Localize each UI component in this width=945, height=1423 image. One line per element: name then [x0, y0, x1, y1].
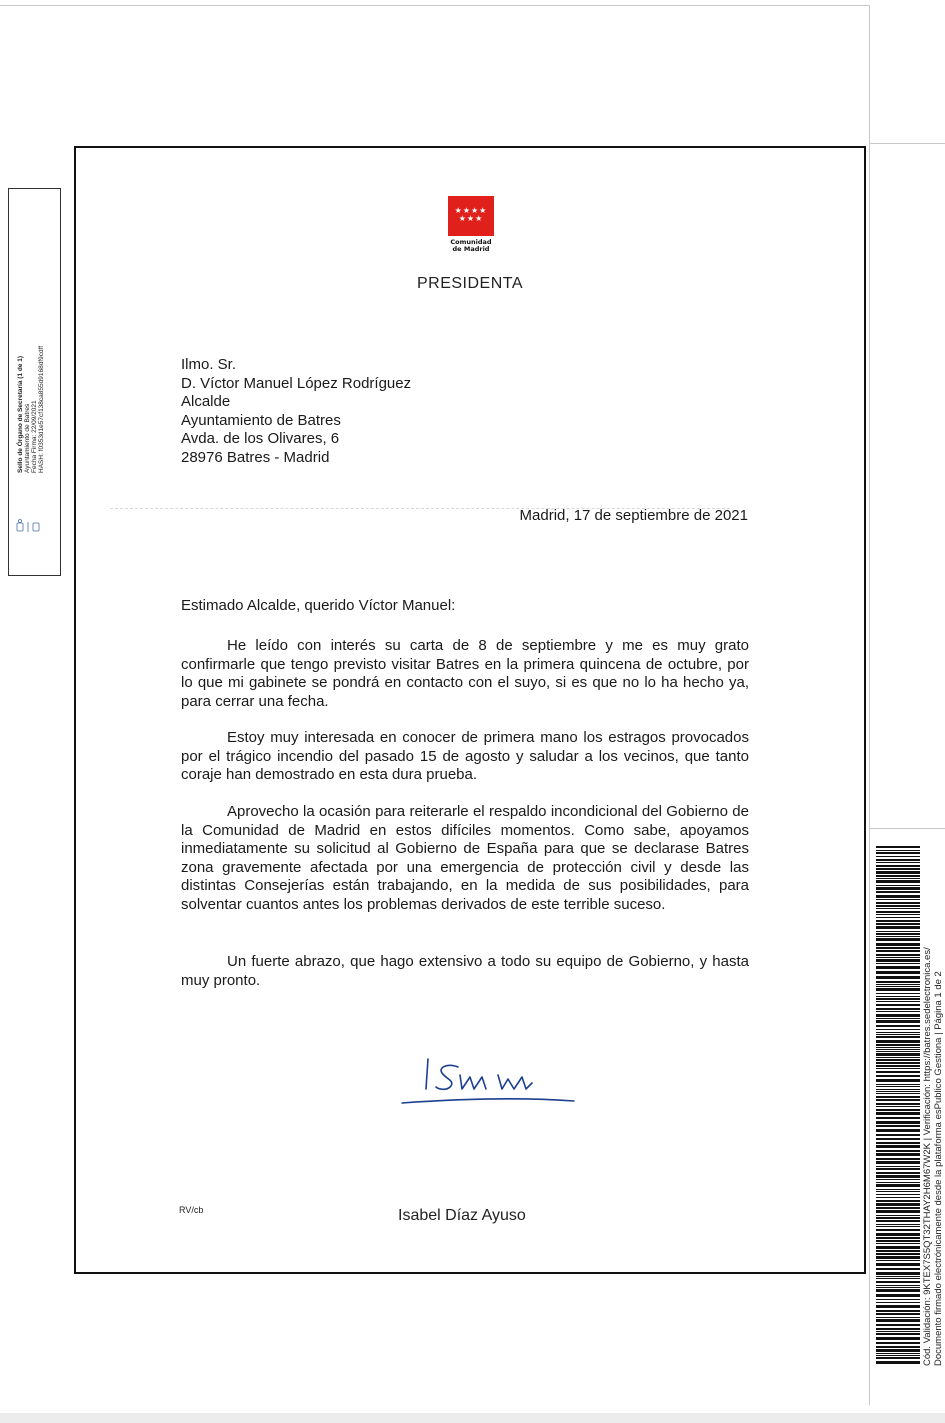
barcode-bar: [876, 1134, 920, 1136]
barcode-bar: [876, 943, 920, 946]
barcode-bar: [876, 1168, 920, 1170]
barcode-bar: [876, 1229, 920, 1231]
barcode-bar: [876, 905, 920, 907]
barcode-bar: [876, 993, 920, 994]
barcode-bar: [876, 1319, 920, 1322]
address-line: D. Víctor Manuel López Rodríguez: [181, 374, 412, 392]
barcode-bar: [876, 971, 920, 974]
barcode-bar: [876, 1191, 920, 1192]
letter-heading: PRESIDENTA: [416, 275, 524, 292]
barcode-bar: [876, 938, 920, 941]
barcode-bar: [876, 1129, 920, 1132]
barcode-bar: [876, 1032, 920, 1033]
barcode-bar: [876, 852, 920, 854]
barcode-bar: [876, 1294, 920, 1297]
barcode-bar: [876, 959, 920, 962]
barcode-bar: [876, 1289, 920, 1292]
barcode-bar: [876, 1285, 920, 1286]
barcode-bar: [876, 957, 920, 958]
comunidad-madrid-logo: [448, 196, 494, 258]
barcode-bar: [876, 1138, 920, 1140]
barcode-bar: [876, 911, 920, 913]
body-paragraph: Estoy muy interesada en conocer de primera mano los estragos provocados por el trágico incendio del pasado 15 de agosto y saludar a los vecinos, que tanto coraje han demostrado en esta dura prueba.: [181, 729, 749, 783]
barcode-bar: [876, 1014, 920, 1017]
barcode-bar: [876, 947, 920, 949]
stamp-sign-date: Fecha Firma: 22/09/2021: [31, 400, 38, 473]
barcode-bar: [876, 1089, 920, 1090]
page-bottom-edge: [0, 1413, 945, 1423]
barcode-bar: [876, 1020, 920, 1023]
handwritten-signature: [398, 1045, 578, 1125]
address-line: Ilmo. Sr.: [181, 356, 237, 373]
barcode-bar: [876, 875, 920, 877]
barcode-bar: [876, 1145, 920, 1148]
barcode-bar: [876, 1299, 920, 1300]
barcode-bar: [876, 891, 920, 893]
verification-text: [922, 947, 944, 1366]
barcode-bar: [876, 1324, 920, 1326]
flag-stars: ★★★★ ★★★: [454, 206, 488, 223]
barcode-bar: [876, 1099, 920, 1101]
barcode-bar: [876, 1079, 920, 1082]
barcode-bar: [876, 1260, 920, 1261]
barcode-bar: [876, 1342, 920, 1344]
barcode-bar: [876, 895, 920, 898]
barcode-bar: [876, 1029, 920, 1030]
barcode-bar: [876, 984, 920, 985]
validation-barcode: [876, 846, 920, 1366]
barcode-bar: [876, 846, 920, 848]
barcode-bar: [876, 1044, 920, 1046]
barcode-bar: [876, 1103, 920, 1105]
barcode-bar: [876, 1224, 920, 1225]
barcode-bar: [876, 936, 920, 937]
barcode-bar: [876, 1075, 920, 1077]
address-line: 28976 Batres - Madrid: [181, 448, 330, 466]
address-line: Avda. de los Olivares, 6: [181, 430, 340, 447]
barcode-bar: [876, 1189, 920, 1190]
barcode-bar: [876, 1049, 920, 1050]
barcode-bar: [876, 902, 920, 904]
barcode-bar: [876, 856, 920, 857]
barcode-bar: [876, 926, 920, 929]
barcode-bar: [876, 998, 920, 1000]
barcode-bar: [876, 1233, 920, 1236]
logo-text-line2: de Madrid: [452, 244, 490, 253]
body-paragraph: Aprovecho la ocasión para reiterarle el respaldo incondicional del Gobierno de la Comunidad de Madrid en estos difíciles momentos. Como sabe, apoyamos inmediatamente su solicitud al Gobierno de España para que se declarase Batres zona gravemente afectada por una emergencia de protección civil y desde las distintas Consejerías están trabajando, en la medida de sus posibilidades, para solventar cuantos antes los problemas derivados de este terrible suceso.: [181, 803, 749, 913]
barcode-bar: [876, 986, 920, 987]
logo-text: [448, 239, 494, 252]
barcode-bar: [876, 1068, 920, 1069]
barcode-bar: [876, 1203, 920, 1206]
stamp-title: Sello de Órgano de Secretaría (1 de 1): [17, 355, 24, 473]
barcode-bar: [876, 1220, 920, 1222]
barcode-bar: [876, 1062, 920, 1064]
barcode-bar: [876, 1226, 920, 1227]
barcode-bar: [876, 850, 920, 851]
barcode-bar: [876, 933, 920, 935]
barcode-bar: [876, 1161, 920, 1164]
barcode-bar: [876, 1008, 920, 1010]
typist-initials: RV/cb: [179, 1205, 204, 1215]
barcode-bar: [876, 868, 920, 870]
verification-code-line: Cód. Validación: 9KTEX7S5QT32THAY2H6M67W2K | Verificación: https://batres.sedelectronica.es/: [922, 947, 933, 1366]
barcode-bar: [876, 1096, 920, 1098]
barcode-bar: [876, 1272, 920, 1275]
barcode-bar: [876, 1302, 920, 1303]
barcode-bar: [876, 1349, 920, 1352]
barcode-bar: [876, 1172, 920, 1174]
barcode-bar: [876, 1125, 920, 1127]
barcode-bar: [876, 1263, 920, 1266]
signer-name: Isabel Díaz Ayuso: [398, 1207, 526, 1224]
barcode-bar: [876, 1217, 920, 1219]
barcode-bar: [876, 1357, 920, 1359]
barcode-bar: [876, 923, 920, 925]
barcode-bar: [876, 914, 920, 915]
barcode-bar: [876, 917, 920, 918]
address-line: Alcalde: [181, 393, 231, 410]
barcode-bar: [876, 1001, 920, 1002]
barcode-bar: [876, 885, 920, 886]
barcode-bar: [876, 1200, 920, 1202]
recipient-address: [181, 356, 601, 467]
barcode-bar: [876, 1250, 920, 1252]
body-paragraph: Un fuerte abrazo, que hago extensivo a todo su equipo de Gobierno, y hasta muy pronto.: [181, 953, 749, 989]
barcode-bar: [876, 1150, 920, 1152]
barcode-bar: [876, 1346, 920, 1348]
barcode-bar: [876, 1004, 920, 1006]
barcode-bar: [876, 1278, 920, 1279]
right-frame-divider: [869, 828, 945, 829]
barcode-bar: [876, 1210, 920, 1213]
barcode-bar: [876, 1197, 920, 1198]
barcode-bar: [876, 1256, 920, 1259]
barcode-bar: [876, 887, 920, 890]
logo-text-line1: Comunidad: [450, 238, 492, 246]
barcode-bar: [876, 862, 920, 863]
barcode-bar: [876, 1086, 920, 1087]
barcode-bar: [876, 1142, 920, 1144]
barcode-bar: [876, 865, 920, 867]
address-line: Ayuntamiento de Batres: [181, 411, 341, 429]
barcode-bar: [876, 1093, 920, 1094]
barcode-bar: [876, 996, 920, 997]
stamp-hash: HASH: f0353d1e57cf138ca855d9168df9cdff: [38, 345, 45, 473]
barcode-bar: [876, 1109, 920, 1111]
barcode-bar: [876, 966, 920, 969]
salutation: Estimado Alcalde, querido Víctor Manuel:: [181, 597, 456, 614]
barcode-bar: [876, 1333, 920, 1335]
barcode-bar: [876, 1215, 920, 1216]
madrid-flag-icon: [448, 196, 494, 236]
barcode-bar: [876, 1313, 920, 1315]
barcode-bar: [876, 1237, 920, 1239]
barcode-bar: [876, 1166, 920, 1167]
barcode-bar: [876, 1071, 920, 1073]
barcode-bar: [876, 1355, 920, 1356]
body-paragraph: He leído con interés su carta de 8 de septiembre y me es muy grato confirmarle que tengo previsto visitar Batres en la primera quincena de octubre, por lo que mi gabinete se pondrá en contacto con el suyo, si es que no lo ha hecho ya, para cerrar una fecha.: [181, 637, 749, 710]
barcode-bar: [876, 871, 920, 874]
barcode-bar: [876, 981, 920, 983]
page-top-edge: [0, 5, 870, 6]
barcode-bar: [876, 1331, 920, 1332]
barcode-bar: [876, 1065, 920, 1067]
barcode-bar: [876, 1084, 920, 1085]
barcode-bar: [876, 1184, 920, 1187]
barcode-bar: [876, 1276, 920, 1277]
barcode-bar: [876, 1040, 920, 1043]
barcode-bar: [876, 1310, 920, 1312]
barcode-bar: [876, 1057, 920, 1058]
barcode-bar: [876, 1117, 920, 1119]
verification-platform-line: Documento firmado electrónicamente desde la plataforma esPublico Gestiona | Página 1 de 2: [933, 971, 944, 1366]
barcode-bar: [876, 1281, 920, 1283]
barcode-bar: [876, 988, 920, 991]
barcode-bar: [876, 1047, 920, 1048]
stamp-organization: Ayuntamiento de Batres: [24, 403, 31, 473]
barcode-bar: [876, 931, 920, 932]
barcode-bar: [876, 1018, 920, 1019]
barcode-bar: [876, 878, 920, 879]
barcode-bar: [876, 1153, 920, 1156]
barcode-bar: [876, 1268, 920, 1270]
barcode-bar: [876, 1011, 920, 1012]
barcode-bar: [876, 920, 920, 922]
barcode-bar: [876, 1328, 920, 1330]
barcode-bar: [876, 1182, 920, 1183]
barcode-bar: [876, 1036, 920, 1038]
barcode-bar: [876, 1253, 920, 1255]
barcode-bar: [876, 880, 920, 883]
barcode-bar: [876, 1353, 920, 1354]
barcode-bar: [876, 1059, 920, 1061]
barcode-bar: [876, 1207, 920, 1209]
barcode-bar: [876, 1112, 920, 1115]
municipal-emblem-icon: [14, 518, 42, 536]
barcode-bar: [876, 1051, 920, 1052]
barcode-bar: [876, 1091, 920, 1092]
barcode-bar: [876, 1034, 920, 1035]
barcode-bar: [876, 1305, 920, 1308]
barcode-bar: [876, 1053, 920, 1056]
barcode-bar: [876, 859, 920, 861]
barcode-bar: [876, 1337, 920, 1340]
barcode-bar: [876, 1121, 920, 1124]
barcode-bar: [876, 1158, 920, 1160]
barcode-bar: [876, 1106, 920, 1107]
barcode-bar: [876, 1175, 920, 1178]
letter-date: Madrid, 17 de septiembre de 2021: [519, 507, 748, 524]
barcode-bar: [876, 908, 920, 909]
barcode-bar: [876, 1179, 920, 1180]
barcode-bar: [876, 1025, 920, 1027]
barcode-bar: [876, 1287, 920, 1288]
right-frame-divider: [869, 143, 945, 144]
barcode-bar: [876, 976, 920, 979]
barcode-bar: [876, 950, 920, 952]
barcode-bar: [876, 1240, 920, 1242]
barcode-bar: [876, 954, 920, 956]
barcode-bar: [876, 1243, 920, 1244]
barcode-bar: [876, 963, 920, 964]
barcode-bar: [876, 1246, 920, 1249]
stamp-text-block: [17, 346, 45, 473]
barcode-bar: [876, 1194, 920, 1195]
barcode-bar: [876, 1361, 920, 1364]
barcode-bar: [876, 1317, 920, 1318]
barcode-bar: [876, 899, 920, 900]
